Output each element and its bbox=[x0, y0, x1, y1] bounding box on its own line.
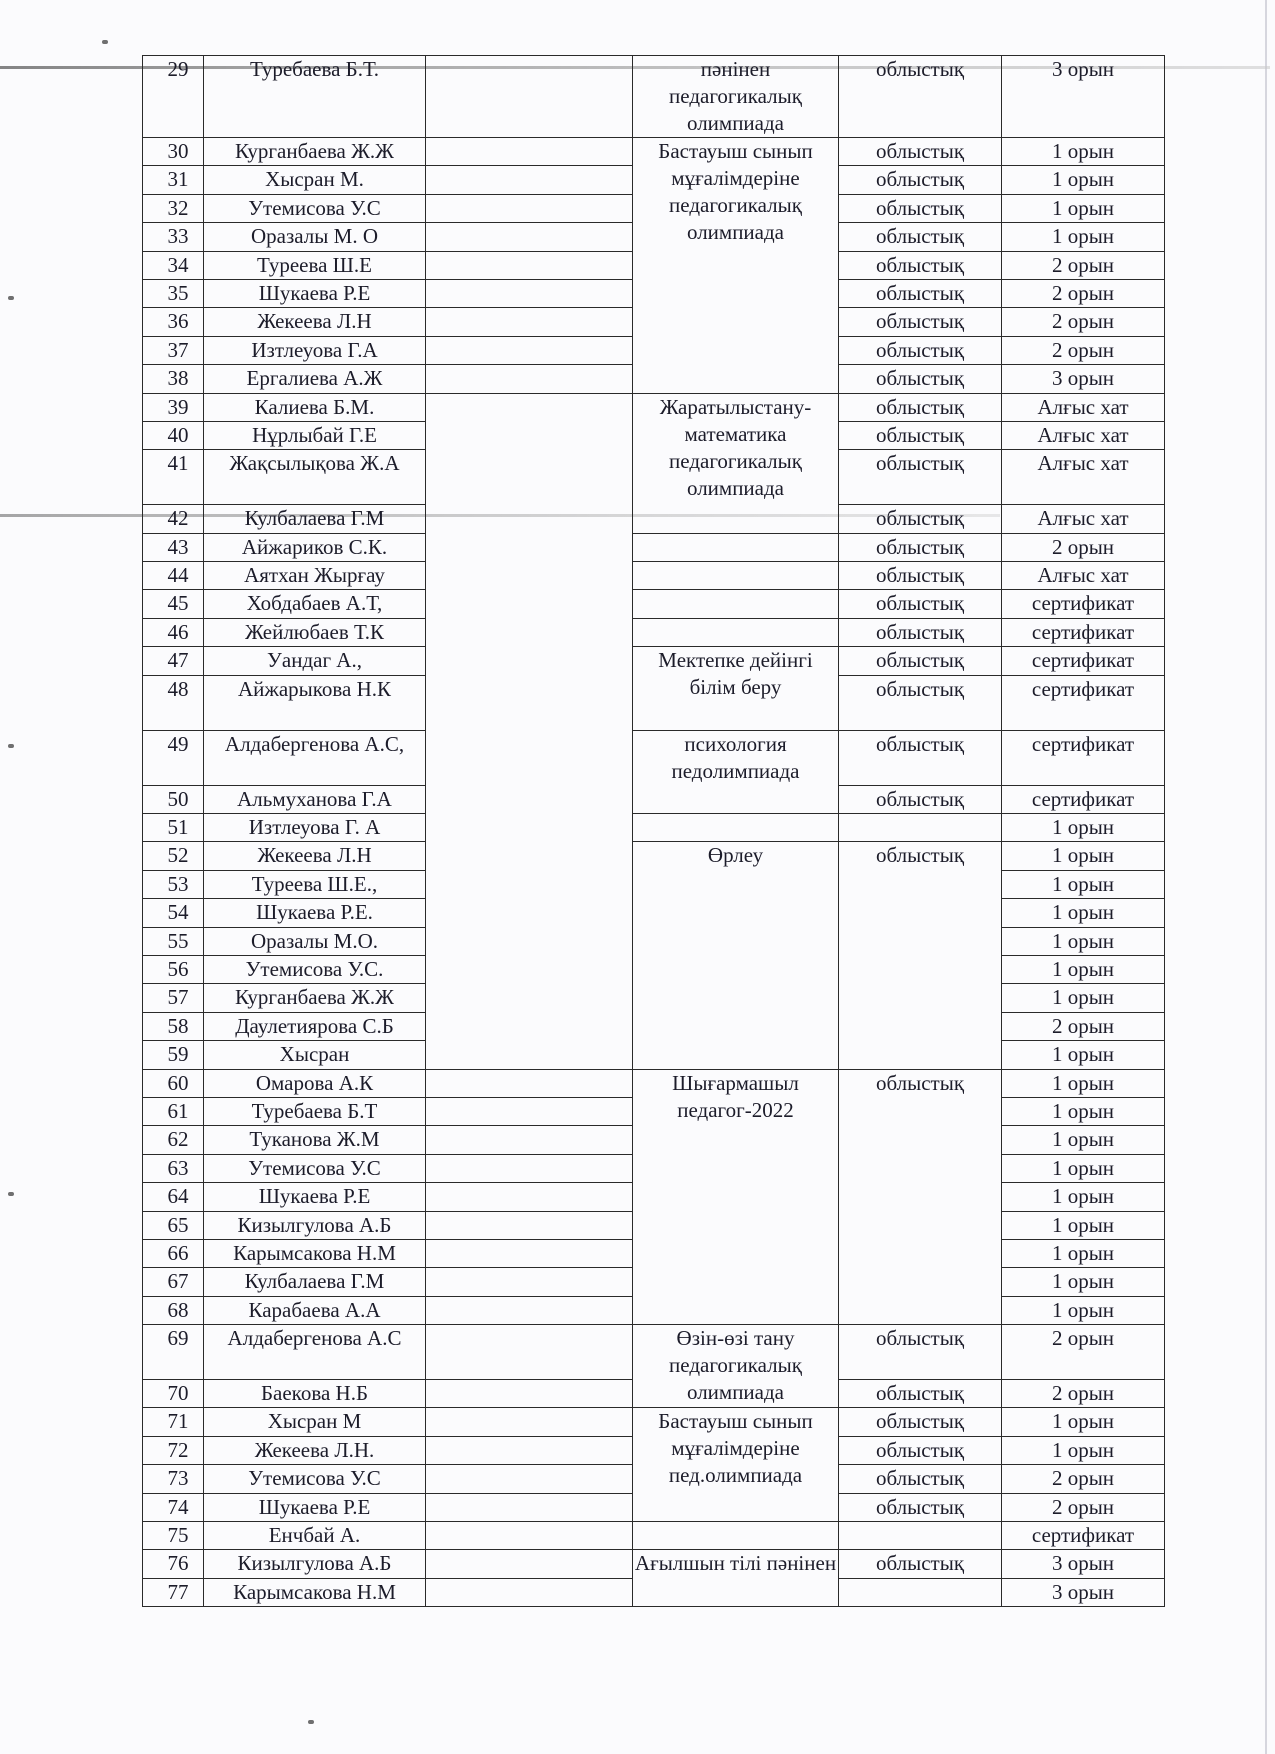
participant-name: Жекеева Л.Н bbox=[204, 842, 426, 870]
competition-level: облыстық bbox=[839, 223, 1002, 251]
result-cell: 1 орын bbox=[1002, 1097, 1165, 1125]
result-cell: 1 орын bbox=[1002, 814, 1165, 842]
competition-level bbox=[839, 1578, 1002, 1606]
olympiad-category: Өзін-өзі тану педагогикалық олимпиада bbox=[633, 1325, 839, 1408]
result-cell: 1 орын bbox=[1002, 1183, 1165, 1211]
competition-level: облыстық bbox=[839, 365, 1002, 393]
participant-name: Жекеева Л.Н. bbox=[204, 1436, 426, 1464]
result-cell: сертификат bbox=[1002, 618, 1165, 646]
olympiad-category bbox=[633, 562, 839, 590]
result-cell: 2 орын bbox=[1002, 1493, 1165, 1521]
result-cell: сертификат bbox=[1002, 730, 1165, 785]
blank-cell bbox=[426, 1211, 633, 1239]
row-number: 33 bbox=[143, 223, 204, 251]
award-results-table bbox=[142, 55, 1165, 1607]
row-number: 53 bbox=[143, 870, 204, 898]
participant-name: Хысран bbox=[204, 1041, 426, 1069]
row-number: 71 bbox=[143, 1408, 204, 1436]
participant-name: Утемисова У.С bbox=[204, 194, 426, 222]
blank-cell bbox=[426, 1436, 633, 1464]
table-row bbox=[143, 647, 1165, 675]
blank-cell bbox=[426, 1268, 633, 1296]
row-number: 58 bbox=[143, 1012, 204, 1040]
result-cell: Алғыс хат bbox=[1002, 505, 1165, 533]
row-number: 67 bbox=[143, 1268, 204, 1296]
olympiad-category: Шығармашыл педагог-2022 bbox=[633, 1069, 839, 1325]
competition-level bbox=[839, 814, 1002, 842]
row-number: 48 bbox=[143, 675, 204, 730]
result-cell: 3 орын bbox=[1002, 1550, 1165, 1578]
row-number: 56 bbox=[143, 955, 204, 983]
result-cell: 1 орын bbox=[1002, 1436, 1165, 1464]
result-cell: 1 орын bbox=[1002, 1041, 1165, 1069]
olympiad-category: Жаратылыстану-математика педагогикалық олимпиада bbox=[633, 393, 839, 533]
competition-level: облыстық bbox=[839, 562, 1002, 590]
row-number: 66 bbox=[143, 1239, 204, 1267]
participant-name: Шукаева Р.Е bbox=[204, 1183, 426, 1211]
result-cell: сертификат bbox=[1002, 590, 1165, 618]
participant-name: Туребаева Б.Т bbox=[204, 1097, 426, 1125]
competition-level: облыстық bbox=[839, 842, 1002, 1069]
result-cell: сертификат bbox=[1002, 647, 1165, 675]
participant-name: Курганбаева Ж.Ж bbox=[204, 138, 426, 166]
competition-level: облыстық bbox=[839, 785, 1002, 813]
blank-cell bbox=[426, 166, 633, 194]
participant-name: Карымсакова Н.М bbox=[204, 1578, 426, 1606]
scan-speck bbox=[8, 744, 14, 748]
blank-cell bbox=[426, 1239, 633, 1267]
blank-cell bbox=[426, 1126, 633, 1154]
result-cell: 1 орын bbox=[1002, 984, 1165, 1012]
result-cell: 1 орын bbox=[1002, 1154, 1165, 1182]
participant-name: Уандаг А., bbox=[204, 647, 426, 675]
blank-cell bbox=[426, 1522, 633, 1550]
page-edge bbox=[1265, 0, 1267, 1754]
participant-name: Утемисова У.С. bbox=[204, 955, 426, 983]
row-number: 31 bbox=[143, 166, 204, 194]
participant-name: Айжариков С.К. bbox=[204, 533, 426, 561]
competition-level: облыстық bbox=[839, 505, 1002, 533]
competition-level: облыстық bbox=[839, 56, 1002, 138]
result-cell: 1 орын bbox=[1002, 223, 1165, 251]
participant-name: Аятхан Жырғау bbox=[204, 562, 426, 590]
row-number: 75 bbox=[143, 1522, 204, 1550]
blank-cell bbox=[426, 393, 633, 1069]
blank-cell bbox=[426, 1550, 633, 1578]
scan-speck bbox=[102, 40, 108, 44]
row-number: 52 bbox=[143, 842, 204, 870]
participant-name: Изтлеуова Г.А bbox=[204, 336, 426, 364]
participant-name: Курганбаева Ж.Ж bbox=[204, 984, 426, 1012]
competition-level: облыстық bbox=[839, 251, 1002, 279]
competition-level: облыстық bbox=[839, 1408, 1002, 1436]
blank-cell bbox=[426, 1296, 633, 1324]
competition-level: облыстық bbox=[839, 647, 1002, 675]
row-number: 73 bbox=[143, 1465, 204, 1493]
participant-name: Хысран М. bbox=[204, 166, 426, 194]
participant-name: Изтлеуова Г. А bbox=[204, 814, 426, 842]
result-cell: 2 орын bbox=[1002, 1465, 1165, 1493]
result-cell: 1 орын bbox=[1002, 927, 1165, 955]
competition-level: облыстық bbox=[839, 1325, 1002, 1380]
table-row bbox=[143, 56, 1165, 138]
row-number: 64 bbox=[143, 1183, 204, 1211]
result-cell: 1 орын bbox=[1002, 1211, 1165, 1239]
participant-name: Нұрлыбай Г.Е bbox=[204, 421, 426, 449]
blank-cell bbox=[426, 1380, 633, 1408]
participant-name: Ергалиева А.Ж bbox=[204, 365, 426, 393]
row-number: 69 bbox=[143, 1325, 204, 1380]
competition-level: облыстық bbox=[839, 590, 1002, 618]
blank-cell bbox=[426, 279, 633, 307]
row-number: 38 bbox=[143, 365, 204, 393]
olympiad-category bbox=[633, 533, 839, 561]
blank-cell bbox=[426, 1097, 633, 1125]
row-number: 37 bbox=[143, 336, 204, 364]
participant-name: Альмуханова Г.А bbox=[204, 785, 426, 813]
table-row bbox=[143, 1408, 1165, 1436]
participant-name: Калиева Б.М. bbox=[204, 393, 426, 421]
competition-level: облыстық bbox=[839, 336, 1002, 364]
olympiad-category bbox=[633, 618, 839, 646]
olympiad-category: Өрлеу bbox=[633, 842, 839, 1069]
competition-level: облыстық bbox=[839, 675, 1002, 730]
competition-level: облыстық bbox=[839, 533, 1002, 561]
row-number: 70 bbox=[143, 1380, 204, 1408]
table-row bbox=[143, 562, 1165, 590]
row-number: 32 bbox=[143, 194, 204, 222]
row-number: 41 bbox=[143, 450, 204, 505]
result-cell: 1 орын bbox=[1002, 899, 1165, 927]
result-cell: Алғыс хат bbox=[1002, 393, 1165, 421]
blank-cell bbox=[426, 138, 633, 166]
result-cell: 1 орын bbox=[1002, 842, 1165, 870]
result-cell: 2 орын bbox=[1002, 308, 1165, 336]
row-number: 60 bbox=[143, 1069, 204, 1097]
row-number: 47 bbox=[143, 647, 204, 675]
participant-name: Жекеева Л.Н bbox=[204, 308, 426, 336]
competition-level: облыстық bbox=[839, 279, 1002, 307]
olympiad-category: психология педолимпиада bbox=[633, 730, 839, 813]
row-number: 62 bbox=[143, 1126, 204, 1154]
participant-name: Оразалы М. О bbox=[204, 223, 426, 251]
row-number: 40 bbox=[143, 421, 204, 449]
participant-name: Айжарыкова Н.К bbox=[204, 675, 426, 730]
olympiad-category: Бастауыш сынып мұғалімдеріне пед.олимпиада bbox=[633, 1408, 839, 1522]
blank-cell bbox=[426, 308, 633, 336]
olympiad-category bbox=[633, 590, 839, 618]
row-number: 54 bbox=[143, 899, 204, 927]
table-row bbox=[143, 1069, 1165, 1097]
participant-name: Хысран М bbox=[204, 1408, 426, 1436]
result-cell: 2 орын bbox=[1002, 251, 1165, 279]
row-number: 36 bbox=[143, 308, 204, 336]
row-number: 63 bbox=[143, 1154, 204, 1182]
row-number: 72 bbox=[143, 1436, 204, 1464]
row-number: 61 bbox=[143, 1097, 204, 1125]
participant-name: Утемисова У.С bbox=[204, 1154, 426, 1182]
competition-level: облыстық bbox=[839, 450, 1002, 505]
blank-cell bbox=[426, 1069, 633, 1097]
participant-name: Баекова Н.Б bbox=[204, 1380, 426, 1408]
row-number: 68 bbox=[143, 1296, 204, 1324]
row-number: 51 bbox=[143, 814, 204, 842]
participant-name: Туканова Ж.М bbox=[204, 1126, 426, 1154]
olympiad-category bbox=[633, 1522, 839, 1550]
row-number: 49 bbox=[143, 730, 204, 785]
row-number: 46 bbox=[143, 618, 204, 646]
blank-cell bbox=[426, 251, 633, 279]
result-cell: сертификат bbox=[1002, 785, 1165, 813]
competition-level: облыстық bbox=[839, 618, 1002, 646]
blank-cell bbox=[426, 194, 633, 222]
olympiad-category: Бастауыш сынып мұғалімдеріне педагогикалық олимпиада bbox=[633, 138, 839, 394]
participant-name: Шукаева Р.Е bbox=[204, 1493, 426, 1521]
participant-name: Шукаева Р.Е. bbox=[204, 899, 426, 927]
result-cell: 1 орын bbox=[1002, 1069, 1165, 1097]
competition-level: облыстық bbox=[839, 1380, 1002, 1408]
participant-name: Туреева Ш.Е., bbox=[204, 870, 426, 898]
result-cell: 1 орын bbox=[1002, 955, 1165, 983]
result-cell: 3 орын bbox=[1002, 1578, 1165, 1606]
result-cell: 1 орын bbox=[1002, 1296, 1165, 1324]
row-number: 57 bbox=[143, 984, 204, 1012]
result-cell: 2 орын bbox=[1002, 1325, 1165, 1380]
row-number: 34 bbox=[143, 251, 204, 279]
blank-cell bbox=[426, 365, 633, 393]
competition-level bbox=[839, 1522, 1002, 1550]
blank-cell bbox=[426, 56, 633, 138]
row-number: 43 bbox=[143, 533, 204, 561]
competition-level: облыстық bbox=[839, 1550, 1002, 1578]
participant-name: Оразалы М.О. bbox=[204, 927, 426, 955]
participant-name: Кизылгулова А.Б bbox=[204, 1211, 426, 1239]
olympiad-category: Ағылшын тілі пәнінен bbox=[633, 1550, 839, 1607]
participant-name: Туреева Ш.Е bbox=[204, 251, 426, 279]
table-row bbox=[143, 393, 1165, 421]
participant-name: Енчбай А. bbox=[204, 1522, 426, 1550]
blank-cell bbox=[426, 223, 633, 251]
row-number: 44 bbox=[143, 562, 204, 590]
result-cell: 2 орын bbox=[1002, 336, 1165, 364]
participant-name: Карабаева А.А bbox=[204, 1296, 426, 1324]
competition-level: облыстық bbox=[839, 1436, 1002, 1464]
blank-cell bbox=[426, 1154, 633, 1182]
participant-name: Кулбалаева Г.М bbox=[204, 1268, 426, 1296]
row-number: 39 bbox=[143, 393, 204, 421]
blank-cell bbox=[426, 1465, 633, 1493]
participant-name: Туребаева Б.Т. bbox=[204, 56, 426, 138]
result-cell: Алғыс хат bbox=[1002, 450, 1165, 505]
participant-name: Карымсакова Н.М bbox=[204, 1239, 426, 1267]
result-cell: 3 орын bbox=[1002, 365, 1165, 393]
scan-speck bbox=[8, 296, 14, 300]
scan-speck bbox=[308, 1720, 314, 1724]
competition-level: облыстық bbox=[839, 308, 1002, 336]
blank-cell bbox=[426, 336, 633, 364]
result-cell: 1 орын bbox=[1002, 870, 1165, 898]
competition-level: облыстық bbox=[839, 138, 1002, 166]
olympiad-category: Мектепке дейінгі білім беру bbox=[633, 647, 839, 730]
competition-level: облыстық bbox=[839, 421, 1002, 449]
result-cell: 2 орын bbox=[1002, 1012, 1165, 1040]
row-number: 50 bbox=[143, 785, 204, 813]
blank-cell bbox=[426, 1493, 633, 1521]
result-cell: 2 орын bbox=[1002, 533, 1165, 561]
blank-cell bbox=[426, 1578, 633, 1606]
participant-name: Даулетиярова С.Б bbox=[204, 1012, 426, 1040]
competition-level: облыстық bbox=[839, 166, 1002, 194]
result-cell: 1 орын bbox=[1002, 1126, 1165, 1154]
result-cell: 1 орын bbox=[1002, 138, 1165, 166]
row-number: 29 bbox=[143, 56, 204, 138]
competition-level: облыстық bbox=[839, 1493, 1002, 1521]
participant-name: Кулбалаева Г.М bbox=[204, 505, 426, 533]
blank-cell bbox=[426, 1183, 633, 1211]
competition-level: облыстық bbox=[839, 393, 1002, 421]
competition-level: облыстық bbox=[839, 194, 1002, 222]
table-row bbox=[143, 842, 1165, 870]
scan-speck bbox=[8, 1192, 14, 1196]
row-number: 59 bbox=[143, 1041, 204, 1069]
participant-name: Алдабергенова А.С bbox=[204, 1325, 426, 1380]
participant-name: Омарова А.К bbox=[204, 1069, 426, 1097]
participant-name: Утемисова У.С bbox=[204, 1465, 426, 1493]
result-cell: сертификат bbox=[1002, 1522, 1165, 1550]
table-row bbox=[143, 1325, 1165, 1380]
participant-name: Шукаева Р.Е bbox=[204, 279, 426, 307]
table-row bbox=[143, 1522, 1165, 1550]
result-cell: 1 орын bbox=[1002, 1239, 1165, 1267]
table-row bbox=[143, 618, 1165, 646]
participant-name: Жейлюбаев Т.К bbox=[204, 618, 426, 646]
result-cell: 1 орын bbox=[1002, 194, 1165, 222]
result-cell: 1 орын bbox=[1002, 1408, 1165, 1436]
result-cell: 2 орын bbox=[1002, 279, 1165, 307]
participant-name: Кизылгулова А.Б bbox=[204, 1550, 426, 1578]
table-row bbox=[143, 814, 1165, 842]
result-cell: сертификат bbox=[1002, 675, 1165, 730]
result-cell: Алғыс хат bbox=[1002, 421, 1165, 449]
blank-cell bbox=[426, 1325, 633, 1380]
result-cell: 3 орын bbox=[1002, 56, 1165, 138]
table-row bbox=[143, 138, 1165, 166]
blank-cell bbox=[426, 1408, 633, 1436]
result-cell: 2 орын bbox=[1002, 1380, 1165, 1408]
row-number: 42 bbox=[143, 505, 204, 533]
competition-level: облыстық bbox=[839, 1465, 1002, 1493]
row-number: 74 bbox=[143, 1493, 204, 1521]
olympiad-category bbox=[633, 814, 839, 842]
row-number: 45 bbox=[143, 590, 204, 618]
participant-name: Хобдабаев А.Т, bbox=[204, 590, 426, 618]
row-number: 35 bbox=[143, 279, 204, 307]
row-number: 65 bbox=[143, 1211, 204, 1239]
row-number: 55 bbox=[143, 927, 204, 955]
participant-name: Алдабергенова А.С, bbox=[204, 730, 426, 785]
olympiad-category: пәнінен педагогикалық олимпиада bbox=[633, 56, 839, 138]
result-cell: 1 орын bbox=[1002, 1268, 1165, 1296]
row-number: 30 bbox=[143, 138, 204, 166]
participant-name: Жақсылықова Ж.А bbox=[204, 450, 426, 505]
row-number: 77 bbox=[143, 1578, 204, 1606]
competition-level: облыстық bbox=[839, 1069, 1002, 1325]
table-row bbox=[143, 730, 1165, 785]
row-number: 76 bbox=[143, 1550, 204, 1578]
competition-level: облыстық bbox=[839, 730, 1002, 785]
result-cell: 1 орын bbox=[1002, 166, 1165, 194]
table-row bbox=[143, 1550, 1165, 1578]
table-row bbox=[143, 590, 1165, 618]
result-cell: Алғыс хат bbox=[1002, 562, 1165, 590]
table-row bbox=[143, 533, 1165, 561]
